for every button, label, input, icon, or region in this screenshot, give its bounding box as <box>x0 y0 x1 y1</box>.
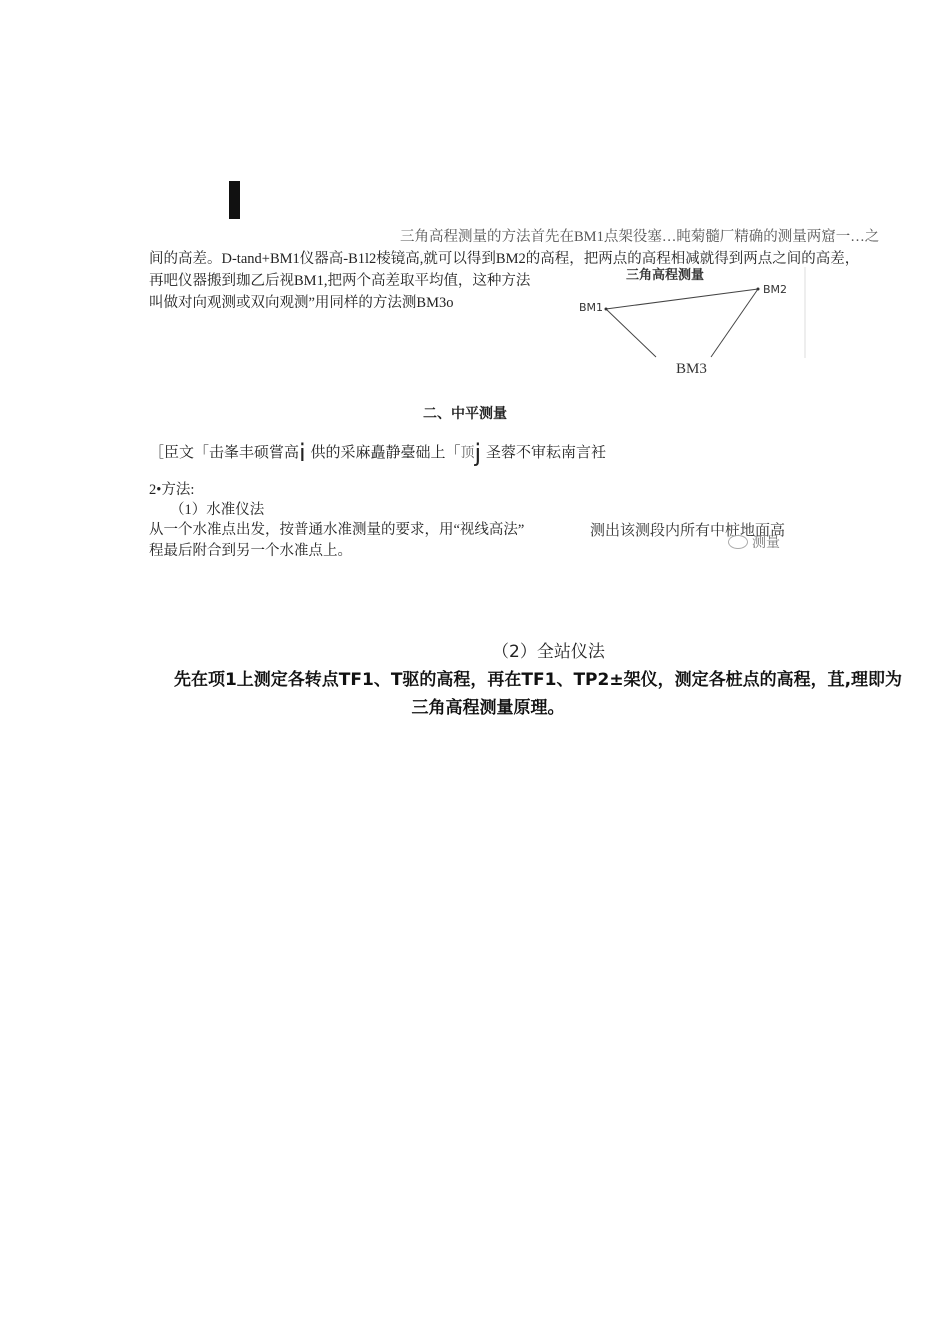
para1-line1: 三角高程测量的方法首先在BM1点架役塞…盹菊髓厂精确的测量两窟一…之 <box>400 229 880 245</box>
section2-heading: 二、中平测量 <box>423 406 507 422</box>
garbled-part3: 顶 <box>460 445 475 461</box>
para1-line3: 再吧仪器搬到珈乙后视BM1,把两个高差取平均值，这种方法 <box>149 273 531 289</box>
method-image-text: 测出该测段内所有中桩地面高 <box>590 521 786 539</box>
method-label: 2•方法: <box>149 482 195 498</box>
vertical-bar-mark <box>229 181 240 219</box>
garbled-big-i: i <box>299 439 306 467</box>
station-line2: 三角高程测量原理。 <box>411 698 565 718</box>
diagram-label-bm1: BM1 <box>579 301 604 314</box>
garbled-part2: 供的采麻矗静臺础上「 <box>310 443 461 461</box>
garbled-part4: 圣蓉不审耘南言衽 <box>485 443 606 461</box>
diagram-label-bm2: BM2 <box>763 283 788 296</box>
station-heading: （2）全站仪法 <box>492 642 605 662</box>
method-line2: 程最后附合到另一个水准点上。 <box>149 543 352 559</box>
watermark-text: 测量 <box>752 535 780 551</box>
method-sub1: （1）水准仪法 <box>170 502 265 518</box>
station-line1: 先在项1上测定各转点TF1、T驱的高程，再在TF1、TP2±架仪，测定各桩点的高程，苴,理即为 <box>173 670 903 690</box>
diagram-label-bm3: BM3 <box>676 361 707 377</box>
wechat-icon <box>728 535 748 549</box>
method-line1: 从一个水准点出发，按普通水准测量的要求，用“视线高法” <box>149 522 525 538</box>
garbled-big-j: j <box>474 439 482 467</box>
diagram-title: 三角高程测量 <box>626 268 705 283</box>
watermark <box>728 532 780 552</box>
garbled-part1: ［臣文「击峯丰硕嘗高 <box>149 443 300 461</box>
garbled-line <box>149 441 606 465</box>
para1-line2: 间的高差。D-tand+BM1仪器高-B1l2棱镜高,就可以得到BM2的高程，把两点的高程相减就得到两点之间的高差， <box>149 251 860 267</box>
para1-line4: 叫做对向观测或双向观测”用同样的方法测BM3o <box>149 295 454 311</box>
triangle-survey-diagram <box>570 262 810 360</box>
